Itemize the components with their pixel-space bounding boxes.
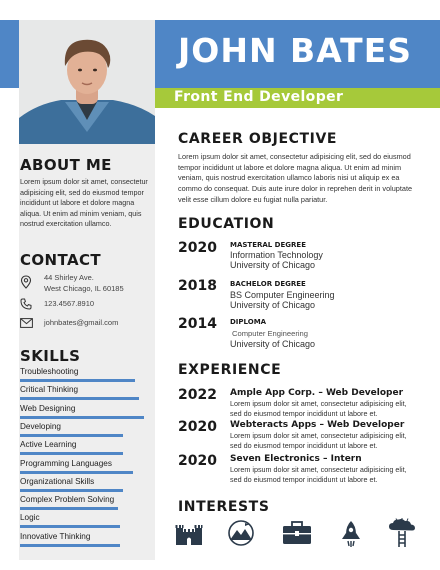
castle-icon	[174, 520, 204, 546]
skill-label: Innovative Thinking	[20, 531, 91, 541]
skill-level-bar	[20, 452, 123, 455]
cloud-ladder-icon	[388, 518, 416, 548]
edu-year: 2020	[178, 240, 217, 256]
skill-label: Organizational Skills	[20, 476, 95, 486]
objective-heading: CAREER OBJECTIVE	[178, 131, 338, 147]
exp-year: 2020	[178, 453, 217, 469]
exp-description: Lorem ipsum dolor sit amet, consectetur adipisicing elit, sed do eiusmod tempor incididunt ut labore et.	[230, 399, 407, 418]
skill-label: Critical Thinking	[20, 385, 79, 395]
about-text: Lorem ipsum dolor sit amet, consectetur adipisicing elit, sed do eiusmod tempor incididunt ut labore et dolore magna aliqua. Ut enim ad minim veniam, quis nostrud exercitation ullamco.	[20, 177, 148, 229]
rocket-icon	[340, 520, 362, 548]
address-line-2: West Chicago, IL 60185	[44, 284, 124, 293]
exp-title: Seven Electronics – Intern	[230, 454, 362, 464]
objective-text: Lorem ipsum dolor sit amet, consectetur adipisicing elit, sed do eiusmod tempor incididunt ut labore et dolore magna aliqua. Ut enim ad minim veniam, quis nostrud exercitation ullamco laboris nisi ut aliquip ex ea commo do consequat. Duis aute irure dolor in reprehen derit in voluptate velit esse cillum dolore eu fugiat nulla pariatur.	[178, 152, 413, 204]
exp-year: 2022	[178, 387, 217, 403]
skill-label: Active Learning	[20, 440, 77, 450]
email-address[interactable]: johnbates@gmail.com	[44, 318, 119, 327]
skill-level-bar	[20, 489, 123, 492]
skill-label: Web Designing	[20, 403, 76, 413]
skill-label: Complex Problem Solving	[20, 495, 115, 505]
skill-item	[20, 404, 145, 419]
skill-item	[20, 385, 145, 400]
skill-item	[20, 477, 145, 492]
skill-level-bar	[20, 507, 118, 510]
skill-item	[20, 422, 145, 437]
skill-level-bar	[20, 416, 144, 419]
edu-field: Computer Engineering	[232, 329, 308, 338]
edu-field: BS Computer Engineering	[230, 290, 335, 300]
skills-heading: SKILLS	[20, 347, 81, 365]
phone-icon	[20, 298, 32, 310]
exp-title: Ample App Corp. – Web Developer	[230, 388, 404, 398]
skill-label: Developing	[20, 421, 61, 431]
edu-degree: BACHELOR DEGREE	[230, 280, 306, 288]
skill-item	[20, 459, 145, 474]
skill-item	[20, 440, 145, 455]
skill-level-bar	[20, 397, 139, 400]
skill-item	[20, 532, 145, 547]
briefcase-icon	[282, 520, 312, 546]
skill-level-bar	[20, 471, 133, 474]
skill-level-bar	[20, 544, 120, 547]
mountain-icon	[226, 520, 256, 546]
candidate-name: JOHN BATES	[178, 31, 413, 70]
edu-school: University of Chicago	[230, 260, 316, 270]
exp-description: Lorem ipsum dolor sit amet, consectetur adipisicing elit, sed do eiusmod tempor incididunt ut labore et.	[230, 465, 407, 484]
skill-item	[20, 367, 145, 382]
edu-school: University of Chicago	[230, 300, 316, 310]
skill-item	[20, 495, 145, 510]
interests-heading: INTERESTS	[178, 499, 270, 515]
address-line-1: 44 Shirley Ave.	[44, 273, 94, 282]
skill-level-bar	[20, 525, 120, 528]
skill-label: Troubleshooting	[20, 367, 79, 376]
edu-field: Information Technology	[230, 250, 323, 260]
skill-label: Programming Languages	[20, 458, 112, 468]
exp-title: Webteracts Apps – Web Developer	[230, 420, 405, 430]
skill-level-bar	[20, 379, 135, 382]
edu-year: 2014	[178, 316, 217, 332]
edu-year: 2018	[178, 278, 217, 294]
exp-description: Lorem ipsum dolor sit amet, consectetur adipisicing elit, sed do eiusmod tempor incididunt ut labore et.	[230, 431, 407, 450]
contact-heading: CONTACT	[20, 251, 102, 269]
about-heading: ABOUT ME	[20, 156, 112, 174]
profile-photo	[19, 20, 155, 144]
location-pin-icon	[20, 275, 32, 289]
exp-year: 2020	[178, 419, 217, 435]
job-title: Front End Developer	[174, 89, 344, 105]
skill-label: Logic	[20, 513, 40, 523]
skill-level-bar	[20, 434, 123, 437]
skill-item	[20, 513, 145, 528]
edu-degree: MASTERAL DEGREE	[230, 241, 306, 249]
edu-school: University of Chicago	[230, 339, 316, 349]
phone-number[interactable]: 123.4567.8910	[44, 299, 95, 308]
edu-degree: DIPLOMA	[230, 318, 267, 326]
education-heading: EDUCATION	[178, 216, 275, 232]
envelope-icon	[20, 318, 33, 328]
experience-heading: EXPERIENCE	[178, 362, 282, 378]
